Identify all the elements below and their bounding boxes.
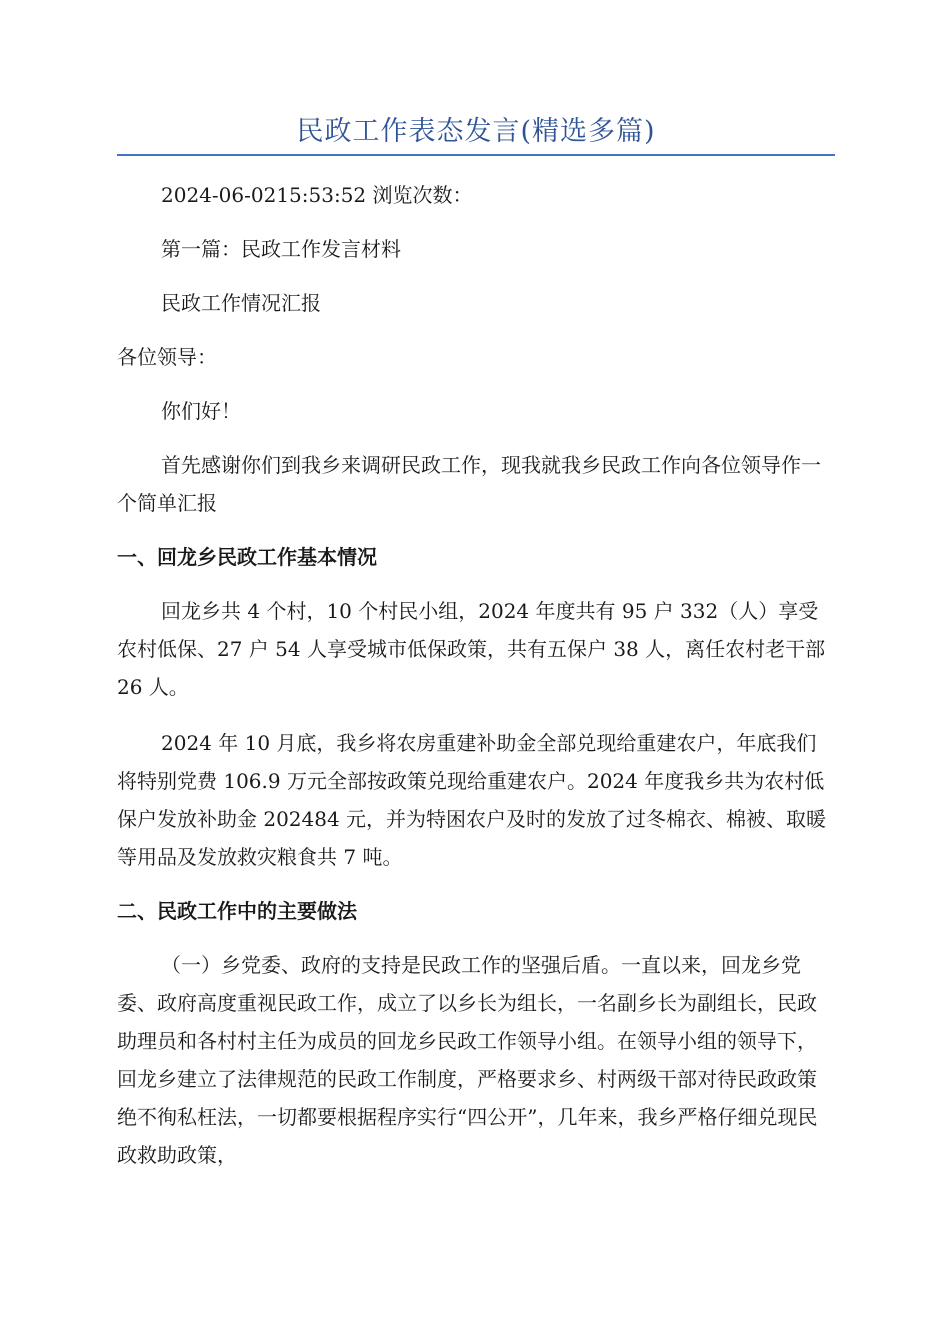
- document-title: 民政工作表态发言(精选多篇): [296, 116, 656, 147]
- salutation: 各位领导：: [117, 345, 217, 369]
- title-underline: [117, 154, 835, 156]
- part-title: 第一篇：民政工作发言材料: [161, 237, 401, 261]
- report-title: 民政工作情况汇报: [161, 291, 321, 315]
- section2-paragraph-1: （一）乡党委、政府的支持是民政工作的坚强后盾。一直以来，回龙乡党委、政府高度重视民政工作，成立了以乡长为组长，一名副乡长为副组长，民政助理员和各村村主任为成员的回龙乡民政工作领导小组。在领导小组的领导下，回龙乡建立了法律规范的民政工作制度，严格要求乡、村两级干部对待民政政策绝不徇私枉法，一切都要根据程序实行“四公开”，几年来，我乡严格仔细兑现民政救助政策，: [117, 953, 818, 1167]
- section2-heading: 二、民政工作中的主要做法: [117, 899, 357, 923]
- meta-line: 2024-06-0215:53:52 浏览次数：: [161, 183, 473, 207]
- section1-paragraph-1: 回龙乡共 4 个村，10 个村民小组，2024 年度共有 95 户 332（人）享受农村低保、27 户 54 人享受城市低保政策，共有五保户 38 人，离任农村老干部 26 人。: [117, 599, 826, 699]
- section1-paragraph-2: 2024 年 10 月底，我乡将农房重建补助金全部兑现给重建农户，年底我们将特别党费 106.9 万元全部按政策兑现给重建农户。2024 年度我乡共为农村低保户发放补助金 202484 元，并为特困农户及时的发放了过冬棉衣、棉被、取暖等用品及发放救灾粮食共 7 吨。: [117, 731, 827, 869]
- section1-heading: 一、回龙乡民政工作基本情况: [117, 545, 377, 569]
- intro-paragraph: 首先感谢你们到我乡来调研民政工作，现我就我乡民政工作向各位领导作一个简单汇报: [117, 453, 821, 515]
- greeting: 你们好！: [161, 399, 241, 423]
